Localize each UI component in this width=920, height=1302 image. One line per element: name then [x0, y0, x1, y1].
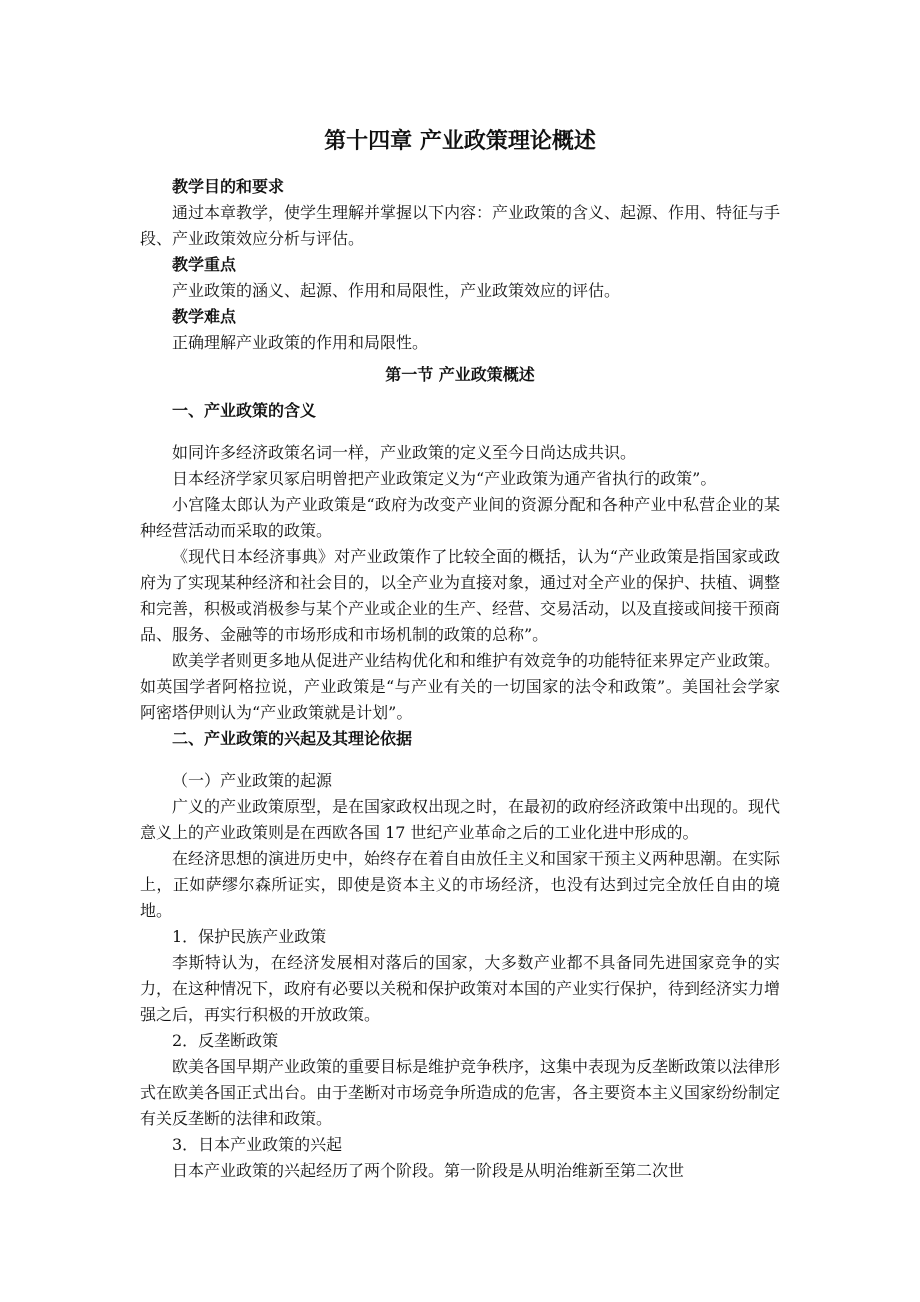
paragraph: 广义的产业政策原型，是在国家政权出现之时，在最初的政府经济政策中出现的。现代意义上的产业政策则是在西欧各国 17 世纪产业革命之后的工业化进中形成的。 — [140, 797, 781, 842]
key-points-text: 产业政策的涵义、起源、作用和局限性，产业政策效应的评估。 — [172, 281, 621, 300]
paragraph: 《现代日本经济事典》对产业政策作了比较全面的概括，认为“产业政策是指国家或政府为了实现某种经济和社会目的，以全产业为直接对象，通过对全产业的保护、扶植、调整和完善，积极或消极参与某个产业或企业的生产、经营、交易活动，以及直接或间接干预商品、服务、金融等的市场形成和市场机制的政策的总称”。 — [140, 547, 781, 644]
item1-text: 李斯特认为，在经济发展相对落后的国家，大多数产业都不具备同先进国家竞争的实力，在这种情况下，政府有必要以关税和保护政策对本国的产业实行保护，待到经济实力增强之后，再实行积极的开放政策。 — [140, 953, 781, 1024]
paragraph: 小宫隆太郎认为产业政策是“政府为改变产业间的资源分配和各种产业中私营企业的某种经营活动而采取的政策。 — [140, 495, 780, 540]
section-title: 第一节 产业政策概述 — [385, 365, 535, 384]
document-page — [140, 120, 780, 1184]
paragraph: 在经济思想的演进历史中，始终存在着自由放任主义和国家干预主义两种思潮。在实际上，正如萨缪尔森所证实，即使是资本主义的市场经济，也没有达到过完全放任自由的境地。 — [140, 849, 781, 920]
item2-text: 欧美各国早期产业政策的重要目标是维护竞争秩序，这集中表现为反垄断政策以法律形式在欧美各国正式出台。由于垄断对市场竞争所造成的危害，各主要资本主义国家纷纷制定有关反垄断的法律和政策。 — [140, 1057, 781, 1128]
objectives-heading: 教学目的和要求 — [172, 177, 285, 196]
paragraph: 日本经济学家贝冢启明曾把产业政策定义为“产业政策为通产省执行的政策”。 — [172, 469, 717, 488]
objectives-text: 通过本章教学，使学生理解并掌握以下内容：产业政策的含义、起源、作用、特征与手段、产业政策效应分析与评估。 — [140, 203, 781, 248]
paragraph: 欧美学者则更多地从促进产业结构优化和和维护有效竞争的功能特征来界定产业政策。如英国学者阿格拉说，产业政策是“与产业有关的一切国家的法令和政策”。美国社会学家阿密塔伊则认为“产业政策就是计划”。 — [140, 651, 781, 722]
part2-heading: 二、产业政策的兴起及其理论依据 — [172, 729, 413, 748]
item3-title: 3．日本产业政策的兴起 — [172, 1135, 343, 1154]
key-points-heading: 教学重点 — [172, 255, 237, 274]
part1-heading: 一、产业政策的含义 — [172, 401, 317, 420]
difficulties-text: 正确理解产业政策的作用和局限性。 — [172, 333, 429, 352]
difficulties-heading: 教学难点 — [172, 307, 237, 326]
item1-title: 1．保护民族产业政策 — [172, 927, 327, 946]
paragraph: 如同许多经济政策名词一样，产业政策的定义至今日尚达成共识。 — [172, 443, 637, 462]
part2-subheading: （一）产业政策的起源 — [172, 771, 333, 790]
chapter-title: 第十四章 产业政策理论概述 — [324, 129, 596, 154]
item2-title: 2．反垄断政策 — [172, 1031, 279, 1050]
item3-text: 日本产业政策的兴起经历了两个阶段。第一阶段是从明治维新至第二次世 — [172, 1161, 685, 1180]
